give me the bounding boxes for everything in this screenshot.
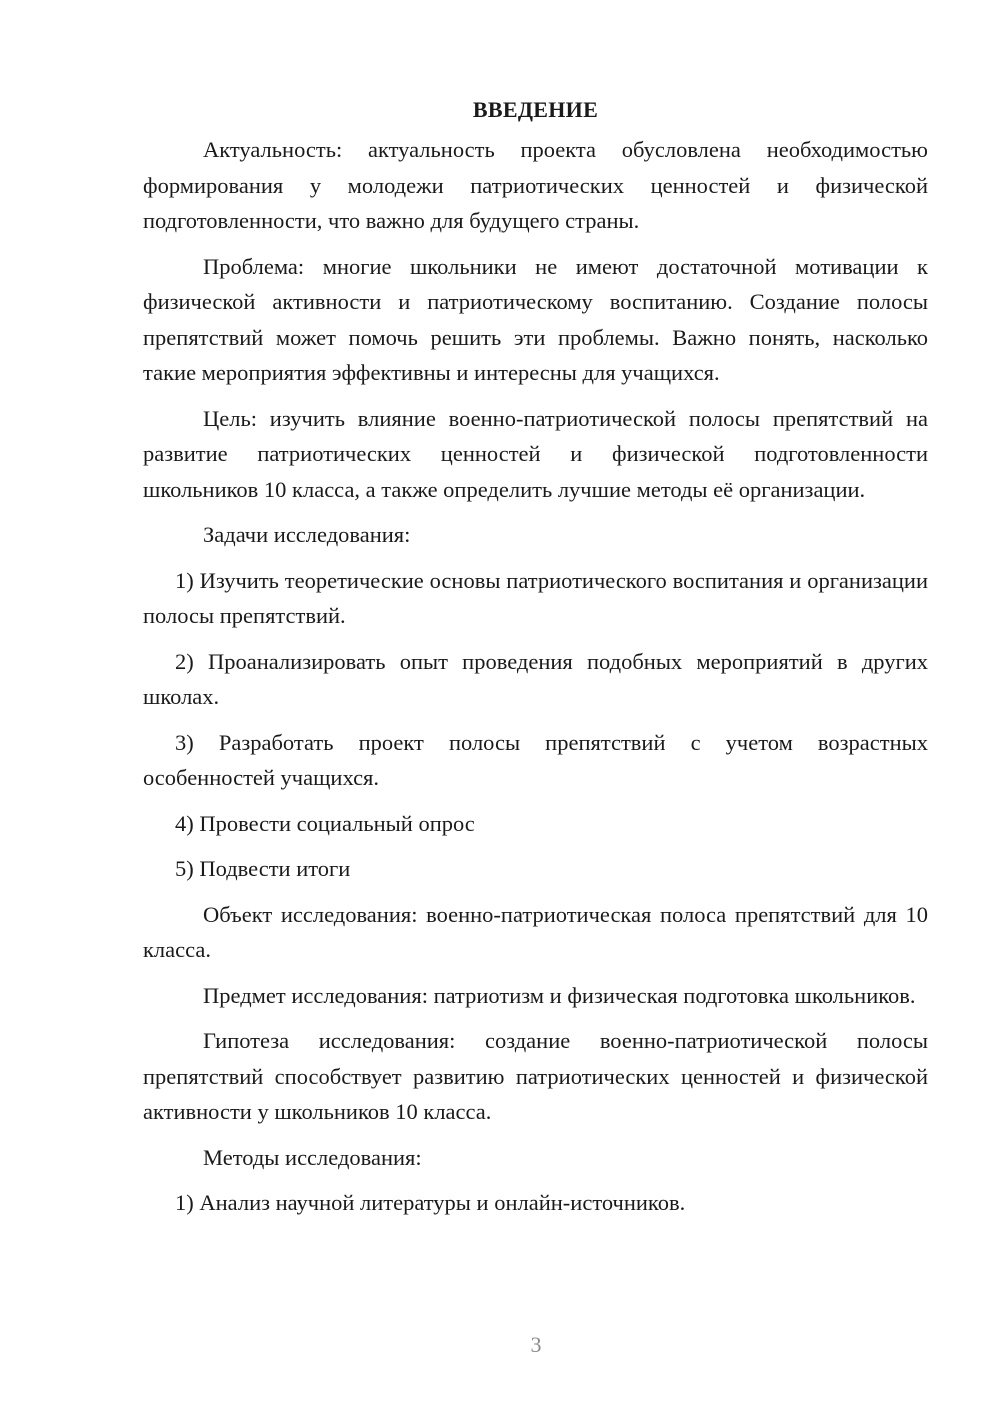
page-number: 3 xyxy=(530,1332,542,1357)
paragraph-problem: Проблема: многие школьники не имеют достаточной мотивации к физической активности и патриотическому воспитанию. Создание полосы препятствий может помочь решить эти проблемы. Важно понять, насколько такие мероприятия эффективны и интересны для учащихся. xyxy=(143,253,928,385)
list-item-task-2: 2) Проанализировать опыт проведения подобных мероприятий в других школах. xyxy=(143,648,928,709)
paragraph-tasks-heading: Задачи исследования: xyxy=(203,522,411,547)
paragraph-subject: Предмет исследования: патриотизм и физическая подготовка школьников. xyxy=(203,982,916,1008)
document-page xyxy=(143,96,928,1231)
list-item-task-1: 1) Изучить теоретические основы патриотического воспитания и организации полосы препятствий. xyxy=(143,567,928,628)
list-item-task-5: 5) Подвести итоги xyxy=(175,856,351,881)
paragraph-methods-heading: Методы исследования: xyxy=(203,1144,422,1170)
paragraph-goal: Цель: изучить влияние военно-патриотической полосы препятствий на развитие патриотических ценностей и физической подготовленности школьников 10 класса, а также определить лучшие методы её организации. xyxy=(143,405,928,502)
list-item-task-4: 4) Провести социальный опрос xyxy=(175,810,475,836)
section-title: ВВЕДЕНИЕ xyxy=(472,97,599,122)
paragraph-relevance: Актуальность: актуальность проекта обусловлена необходимостью формирования у молодежи патриотических ценностей и физической подготовленности, что важно для будущего страны. xyxy=(143,137,928,233)
paragraph-hypothesis: Гипотеза исследования: создание военно-патриотической полосы препятствий способствует развитию патриотических ценностей и физической активности у школьников 10 класса. xyxy=(143,1028,928,1124)
paragraph-object: Объект исследования: военно-патриотическая полоса препятствий для 10 класса. xyxy=(143,901,928,962)
list-item-task-3: 3) Разработать проект полосы препятствий с учетом возрастных особенностей учащихся. xyxy=(143,729,928,790)
list-item-method-1: 1) Анализ научной литературы и онлайн-источников. xyxy=(175,1190,686,1215)
